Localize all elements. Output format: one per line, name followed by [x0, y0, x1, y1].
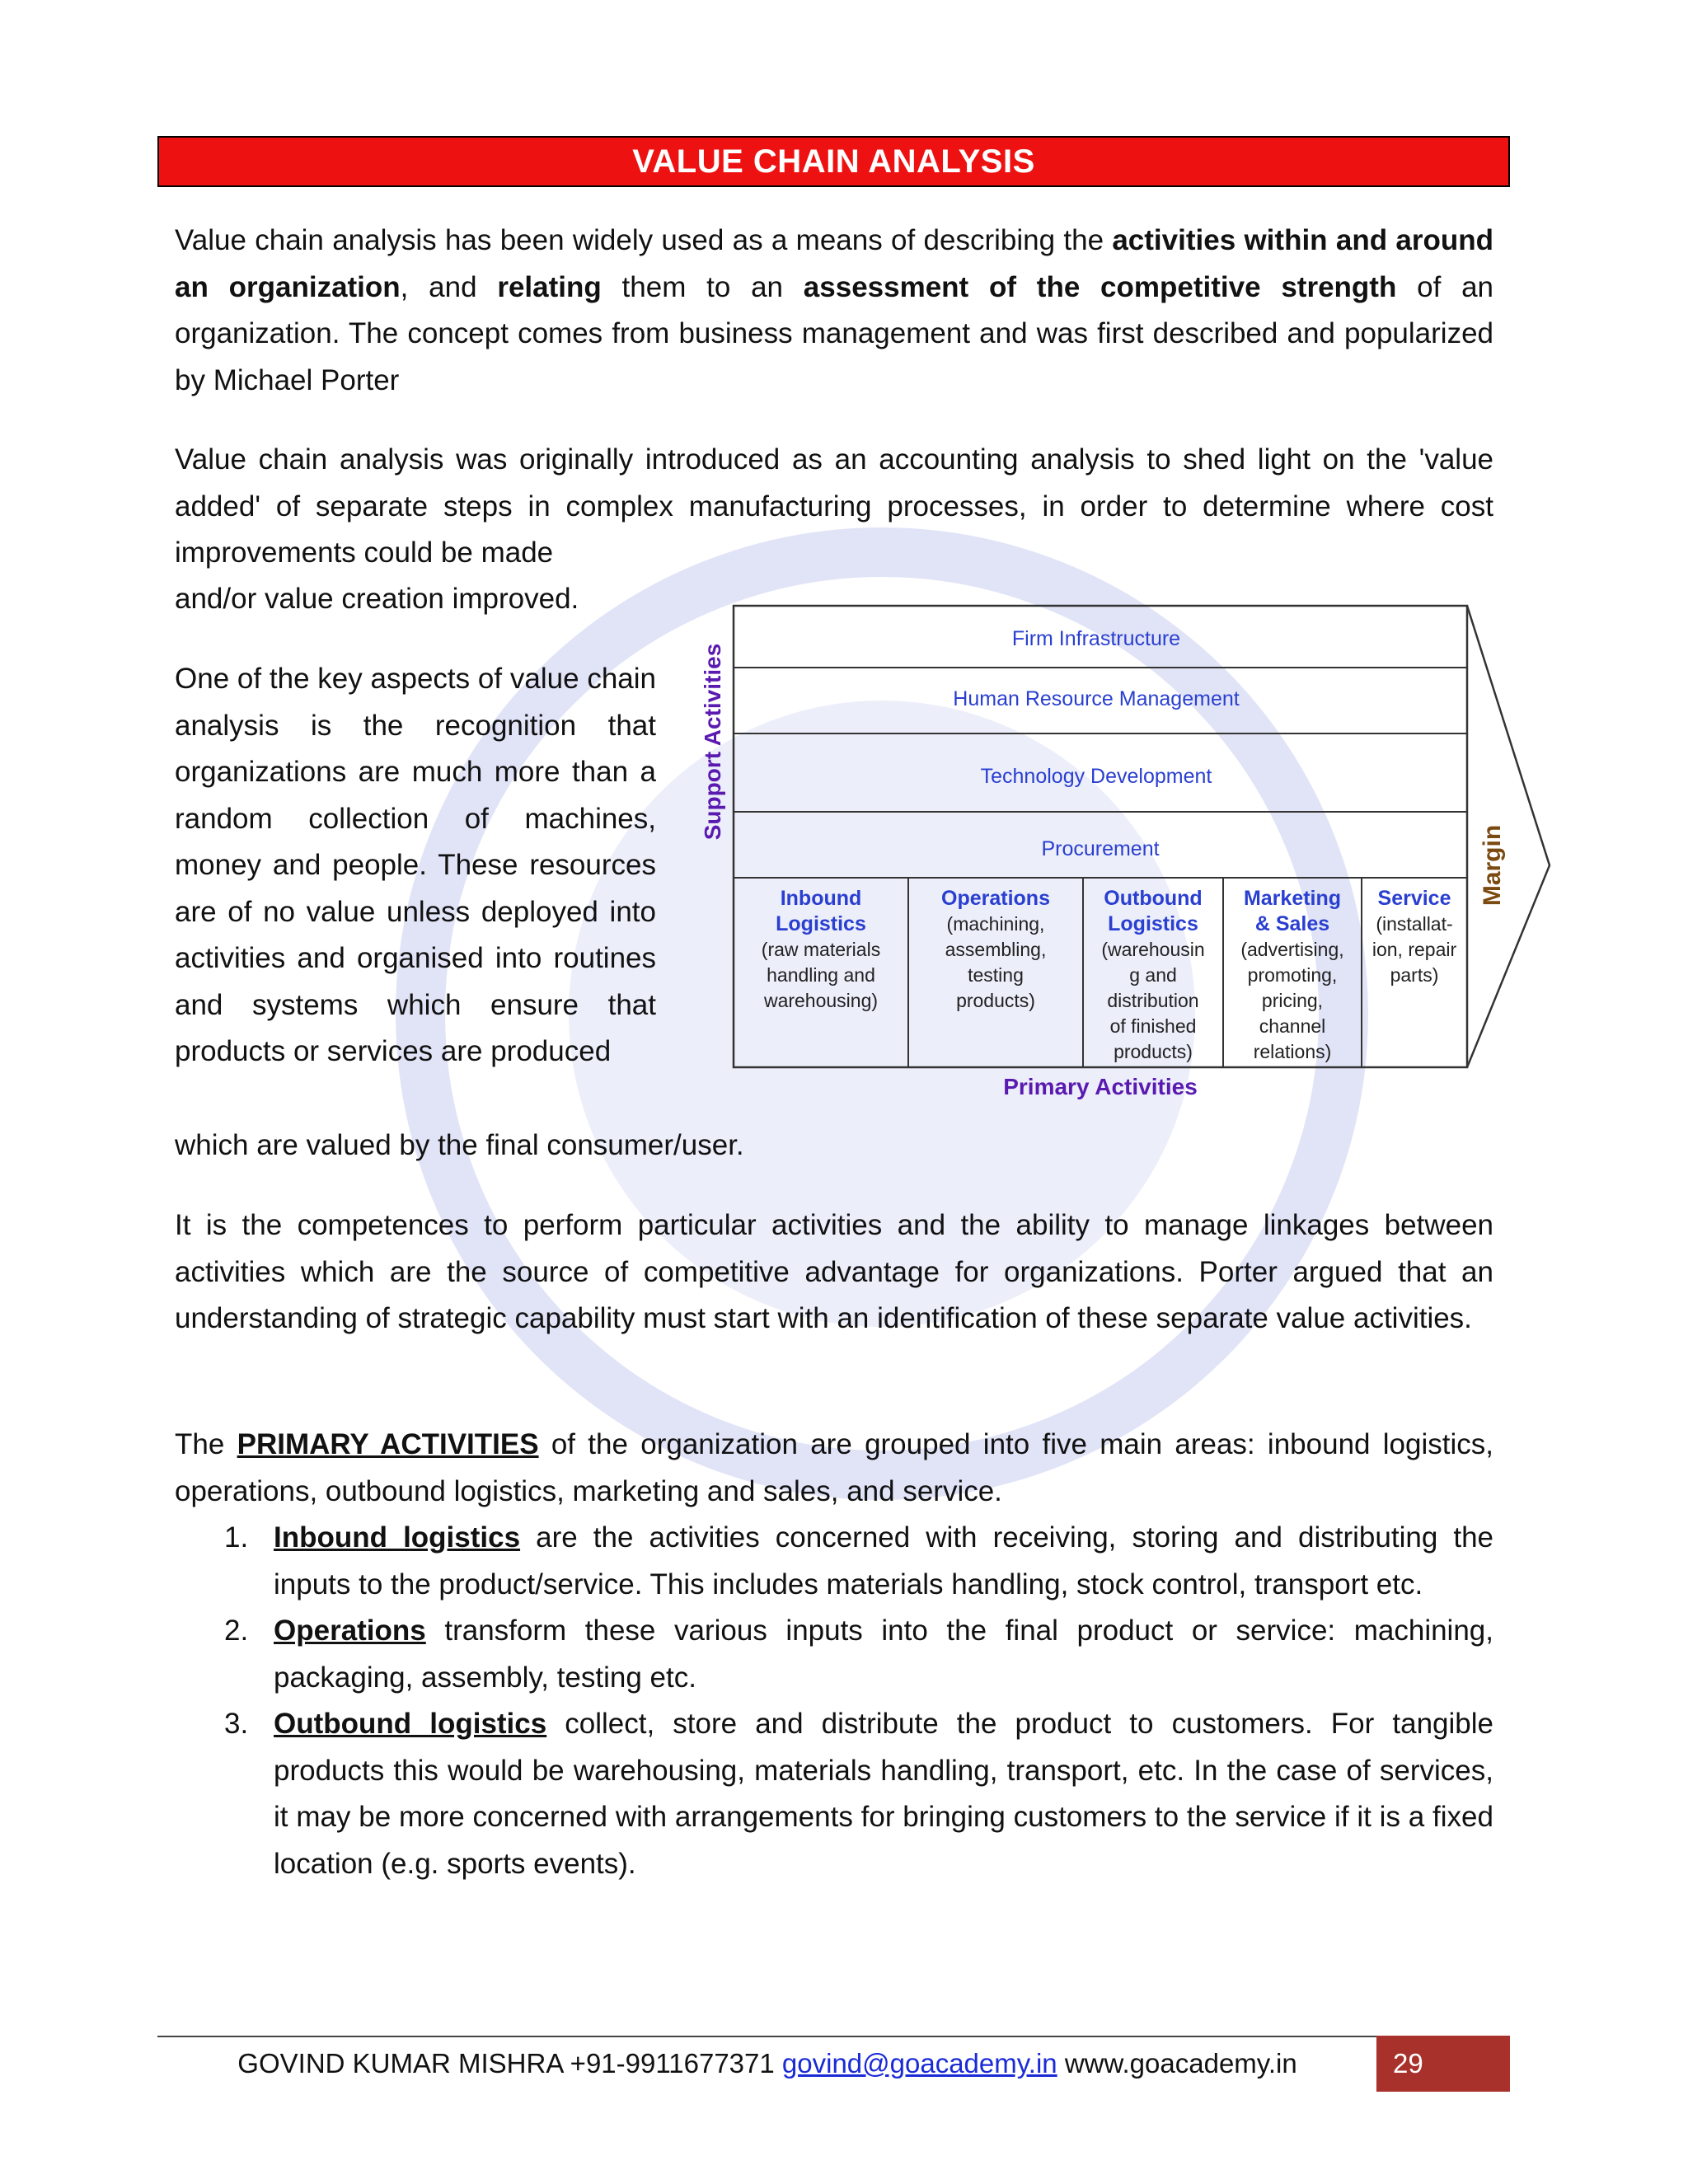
list-number: 1.	[224, 1521, 249, 1554]
list-item	[175, 1701, 1493, 1887]
footer-name-phone: GOVIND KUMAR MISHRA +91-9911677371	[237, 2048, 775, 2079]
primary-title-0-0: Inbound	[780, 887, 862, 910]
primary-desc-0-2: warehousing)	[763, 990, 879, 1011]
support-technology: Technology Development	[980, 765, 1212, 788]
intro-paragraph-4	[175, 1202, 1493, 1343]
primary-desc-1-2: testing	[968, 964, 1024, 986]
text-run: of an organization. The concept comes from business management and was first described and popularized by Michael Porter	[175, 270, 1494, 396]
support-hrm: Human Resource Management	[953, 687, 1240, 710]
primary-desc-3-3: channel	[1259, 1015, 1326, 1037]
primary-desc-2-3: of finished	[1109, 1015, 1197, 1037]
section-title-bar	[157, 136, 1510, 187]
primary-title-1-0: Operations	[941, 887, 1050, 910]
value-chain-diagram	[684, 598, 1558, 1108]
primary-desc-2-0: (warehousin	[1101, 939, 1205, 960]
primary-desc-2-1: g and	[1129, 964, 1177, 986]
primary-desc-4-0: (installat-	[1376, 913, 1453, 935]
intro-paragraph-2-tail	[175, 576, 656, 623]
primary-activities-label: Primary Activities	[1003, 1074, 1198, 1099]
primary-title-0-1: Logistics	[776, 912, 866, 935]
primary-desc-3-1: promoting,	[1247, 964, 1338, 986]
text-run: The	[175, 1428, 237, 1460]
section-title: VALUE CHAIN ANALYSIS	[632, 143, 1035, 180]
text-run: , and	[400, 270, 498, 303]
primary-desc-4-2: parts)	[1390, 964, 1439, 986]
text-run: them to an	[601, 270, 804, 303]
footer	[157, 2036, 1377, 2092]
footer-website[interactable]: www.goacademy.in	[1064, 2048, 1297, 2079]
list-term: Outbound logistics	[274, 1708, 547, 1740]
support-firm-infrastructure: Firm Infrastructure	[1011, 627, 1181, 650]
list-text: transform these various inputs into the final product or service: machining, packaging, assembly, testing etc.	[274, 1615, 1493, 1694]
bold-run: relating	[497, 270, 602, 303]
margin-label: Margin	[1479, 824, 1506, 907]
intro-paragraph-1	[175, 218, 1493, 404]
text-run: and/or value creation improved.	[175, 583, 579, 615]
support-procurement: Procurement	[1041, 837, 1160, 860]
intro-paragraph-3	[175, 656, 656, 1076]
primary-desc-1-0: (machining,	[946, 913, 1045, 935]
footer-email-link[interactable]: govind@goacademy.in	[781, 2048, 1057, 2079]
text-run: which are valued by the final consumer/user.	[175, 1129, 744, 1161]
primary-desc-3-4: relations)	[1253, 1041, 1332, 1062]
primary-activities-list	[175, 1515, 1493, 1887]
list-term: Inbound logistics	[274, 1521, 521, 1554]
text-run: Value chain analysis has been widely used as a means of describing the	[175, 224, 1113, 256]
primary-title-4-0: Service	[1377, 887, 1451, 910]
support-activities-label: Support Activities	[700, 643, 725, 841]
list-item	[175, 1515, 1493, 1608]
intro-paragraph-2	[175, 437, 1493, 577]
primary-title-2-0: Outbound	[1104, 887, 1203, 910]
list-text: are the activities concerned with receiving, storing and distributing the inputs to the product/service. This includes materials handling, stock control, transport etc.	[274, 1521, 1494, 1601]
primary-desc-0-0: (raw materials	[761, 939, 881, 960]
primary-desc-3-0: (advertising,	[1240, 939, 1344, 960]
primary-activities-intro	[175, 1422, 1493, 1515]
list-term: Operations	[274, 1615, 426, 1647]
primary-desc-4-1: ion, repair	[1372, 939, 1457, 960]
primary-desc-2-4: products)	[1114, 1041, 1193, 1062]
primary-title-2-1: Logistics	[1108, 912, 1198, 935]
primary-title-3-0: Marketing	[1243, 887, 1342, 910]
list-text: collect, store and distribute the product to customers. For tangible products this would be warehousing, materials handling, transport, etc. In the case of services, it may be more concerned with arrangements for bringing customers to the service if it is a fixed location (e.g. sports events).	[274, 1708, 1493, 1880]
primary-desc-1-1: assembling,	[945, 939, 1047, 960]
primary-desc-0-1: handling and	[767, 964, 875, 986]
primary-desc-3-2: pricing,	[1261, 990, 1324, 1011]
list-item	[175, 1608, 1493, 1701]
text-run: of the organization are grouped into five main areas: inbound logistics, operations, outbound logistics, marketing and sales, and service.	[175, 1428, 1493, 1507]
primary-desc-2-2: distribution	[1107, 990, 1199, 1011]
bold-run: assessment of the competitive strength	[803, 270, 1397, 303]
value-chain-svg	[684, 598, 1558, 1108]
list-number: 3.	[224, 1708, 249, 1740]
page-number: 29	[1376, 2036, 1510, 2092]
list-number: 2.	[224, 1615, 249, 1647]
intro-paragraph-3-tail	[175, 1122, 1493, 1169]
primary-desc-1-3: products)	[956, 990, 1035, 1011]
text-run: One of the key aspects of value chain analysis is the recognition that organizations are much more than a random collection of machines, money and people. These resources are of no value unless deployed into activities and organised into routines and systems which ensure that products or services are produced	[175, 663, 656, 1067]
bold-run: activities within and around an organization	[175, 224, 1493, 303]
primary-columns	[762, 887, 1457, 1062]
primary-activities-heading: PRIMARY ACTIVITIES	[237, 1428, 539, 1460]
text-run: Value chain analysis was originally introduced as an accounting analysis to shed light on the 'value added' of separate steps in complex manufacturing processes, in order to determine where cost improvements could be made	[175, 443, 1493, 569]
text-run: It is the competences to perform particular activities and the ability to manage linkages between activities which are the source of competitive advantage for organizations. Porter argued that an understanding of strategic capability must start with an identification of these separate value activities.	[175, 1209, 1493, 1334]
primary-title-3-1: & Sales	[1254, 912, 1330, 935]
